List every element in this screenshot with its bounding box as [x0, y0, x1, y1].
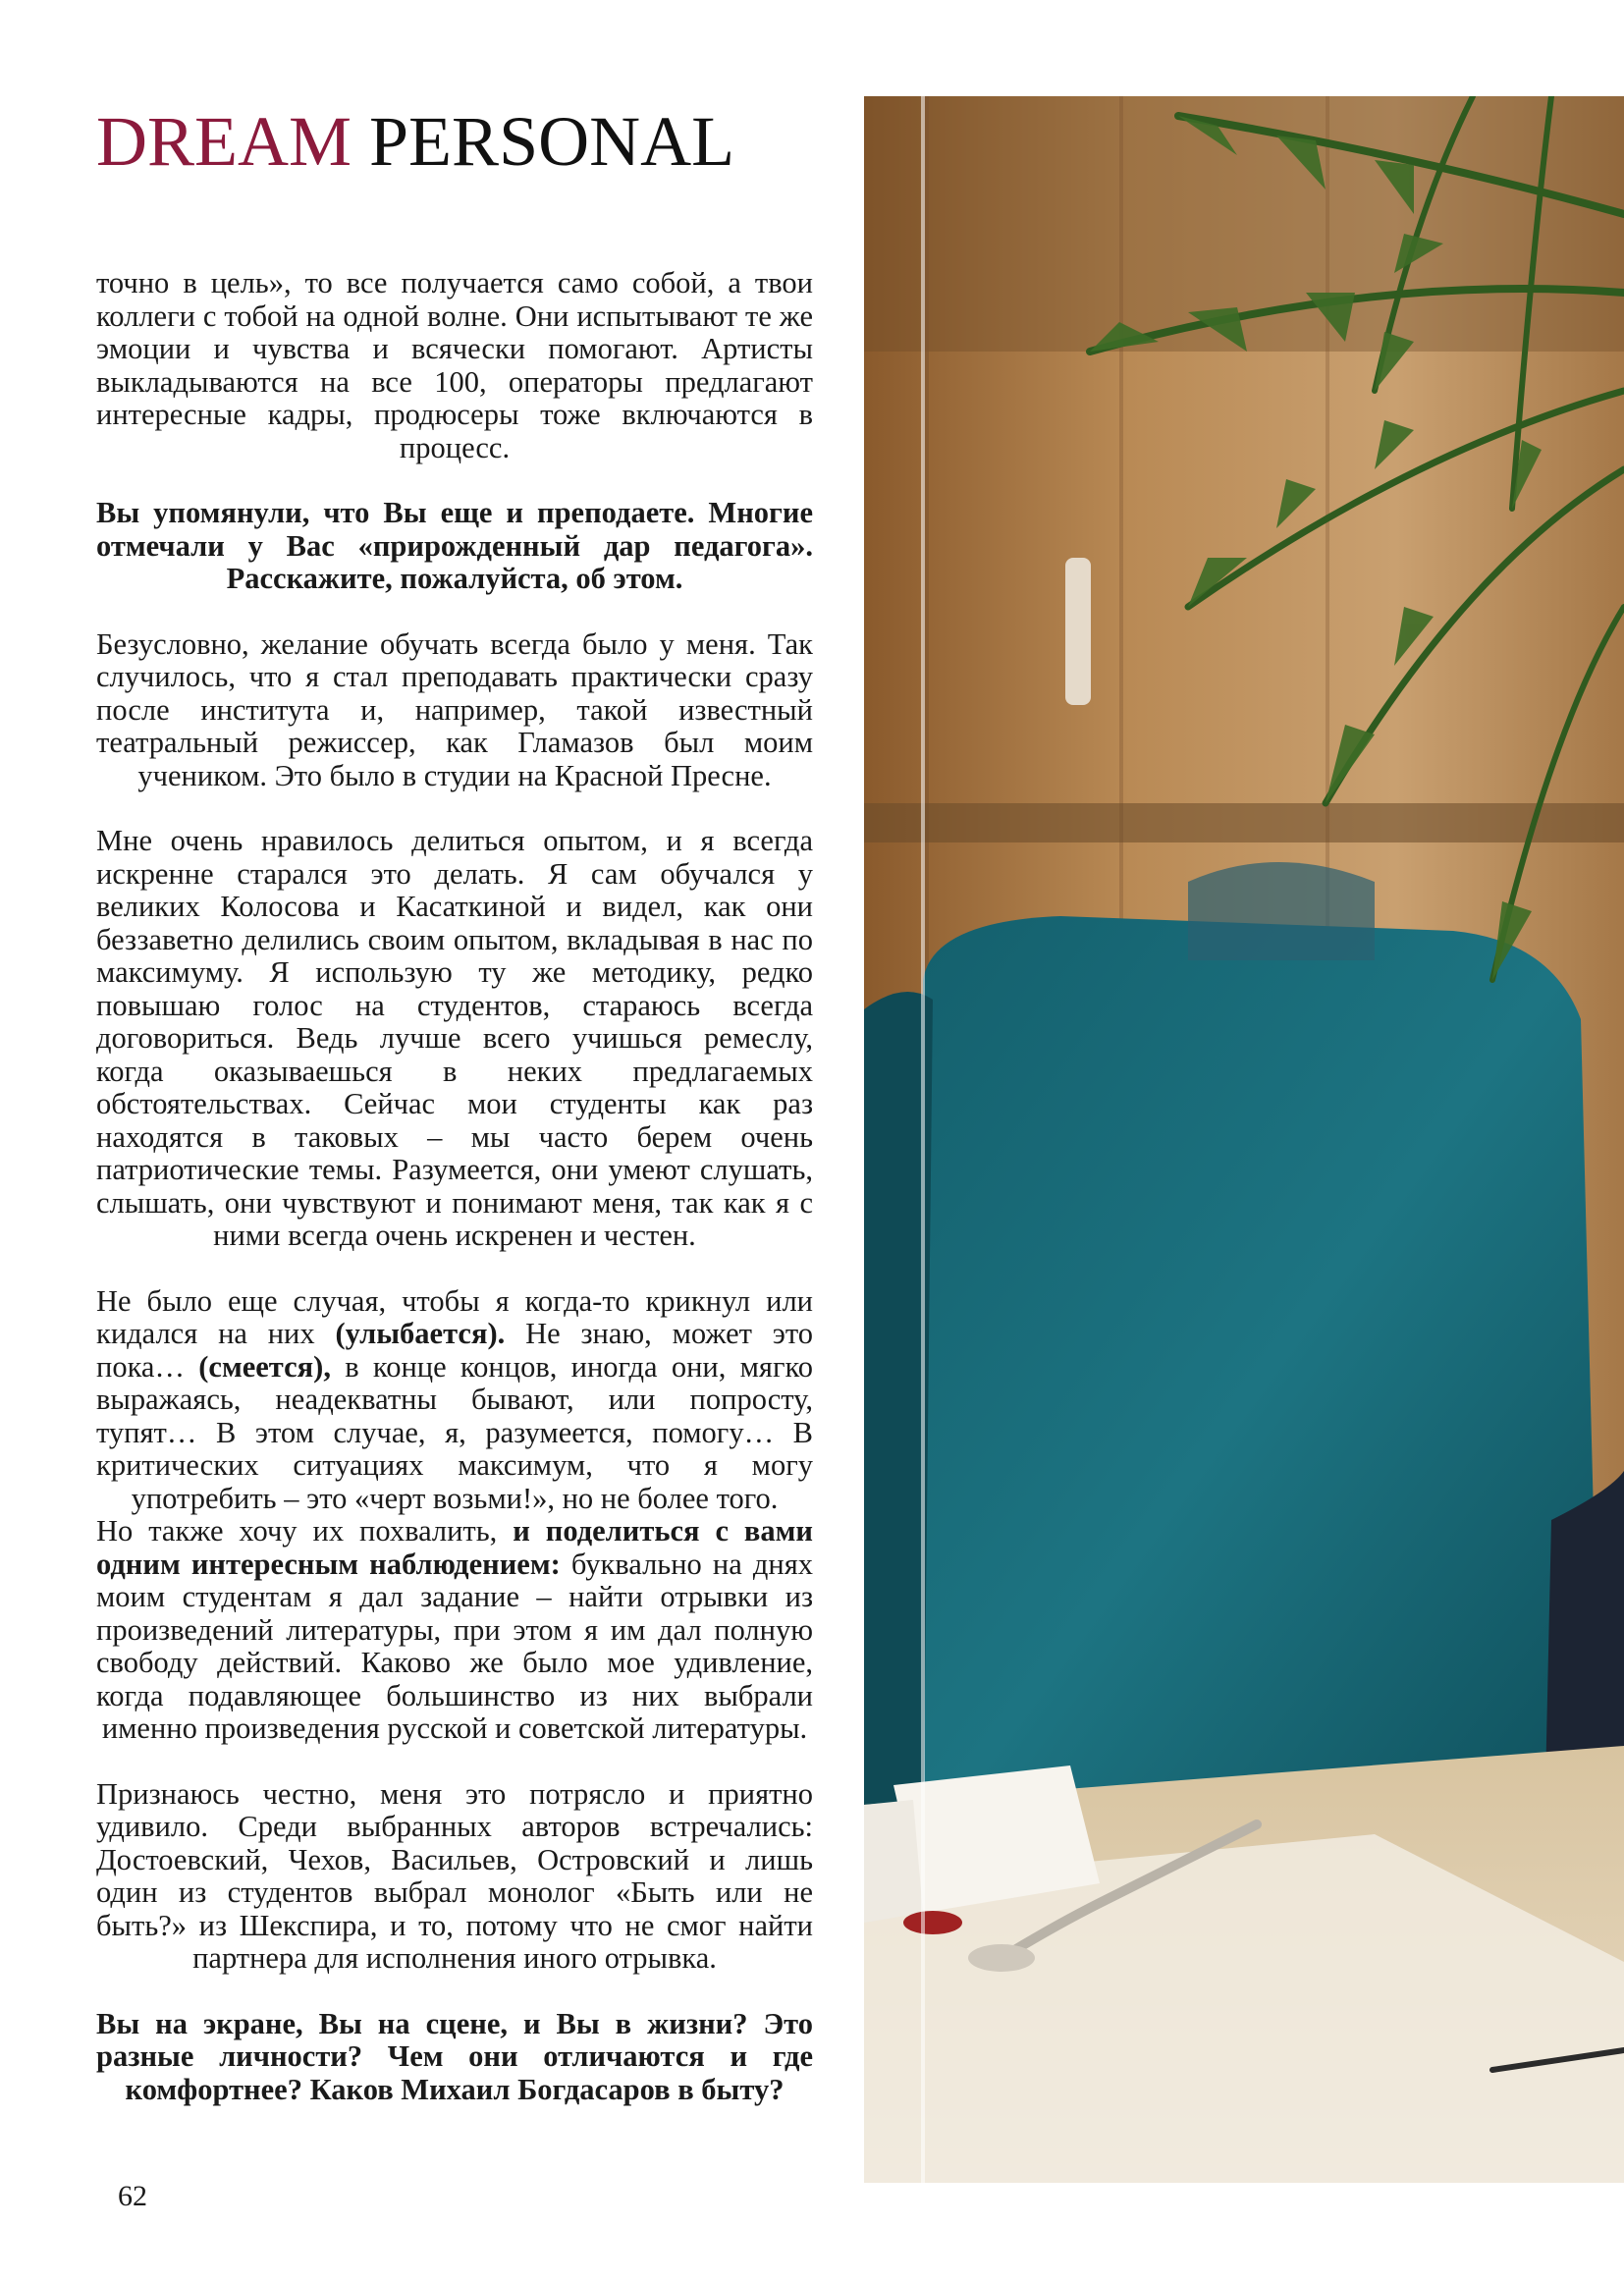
- magazine-masthead: [96, 102, 735, 181]
- interview-photo: [864, 96, 1624, 2183]
- emphasis-text: и поделиться с вами одним интересным наблюдением:: [96, 1514, 813, 1581]
- page-number: 62: [118, 2180, 147, 2212]
- paragraph-text: буквально на днях моим студентам я дал задание – найти отрывки из произведений литературы, при этом я им дал полную свободу действий. Каково же было мое удивление, когда подавляющее большинство из них выбрали именно произведения русской и советской литературы.: [96, 1547, 813, 1745]
- article-paragraph: Безусловно, желание обучать всегда было у меня. Так случилось, что я стал преподавать практически сразу после института и, например, такой известный театральный режиссер, как Гламазов был моим учеником. Это было в студии на Красной Пресне.: [96, 626, 813, 792]
- masthead-brand: DREAM: [96, 102, 352, 181]
- paragraph-text: Не знаю, может это пока…: [96, 1317, 814, 1384]
- restaurant-photo-illustration: [864, 96, 1624, 2183]
- article-column: [96, 267, 813, 2139]
- paragraph-text: в конце концов, иногда они, мягко выражаясь, неадекватны бывают, или попросту, тупят… В этом случае, я, разумеется, помогу… В критических ситуациях максимум, что я могу употребить – это «черт возьми!», но не более того.: [96, 1349, 813, 1515]
- masthead-section: PERSONAL: [369, 102, 735, 181]
- paragraph-text: Но также хочу их похвалить,: [96, 1514, 498, 1548]
- article-paragraph: [96, 1515, 813, 1746]
- stage-remark: (смеется),: [198, 1349, 331, 1384]
- article-paragraph: точно в цель», то все получается само собой, а твои коллеги с тобой на одной волне. Они испытывают те же эмоции и чувства и всячески помогают. Артисты выкладываются на все 100, операторы предлагают интересные кадры, продюсеры тоже включаются в процесс.: [96, 266, 813, 464]
- article-paragraph: [96, 1285, 813, 1516]
- article-paragraph: Признаюсь честно, меня это потрясло и приятно удивило. Среди выбранных авторов встречались: Достоевский, Чехов, Васильев, Островский и лишь один из студентов выбрал монолог «Быть или не быть?» из Шекспира, и то, потому что не смог найти партнера для исполнения иного отрывка.: [96, 1776, 813, 1975]
- interview-question: Вы на экране, Вы на сцене, и Вы в жизни? Это разные личности? Чем они отличаются и где комфортнее? Каков Михаил Богдасаров в быту?: [96, 2006, 813, 2106]
- paragraph-text: Не было еще случая, чтобы я когда-то крикнул или кидался на них: [96, 1283, 813, 1350]
- stage-remark: (улыбается).: [335, 1317, 506, 1350]
- article-paragraph: Мне очень нравилось делиться опытом, и я всегда искренне старался это делать. Я сам обучался у великих Колосова и Касаткиной и видел, как они беззаветно делились своим опытом, вкладывая в нас по максимуму. Я использую ту же методику, редко повышаю голос на студентов, стараюсь всегда договориться. Ведь лучше всего учишься ремеслу, когда оказываешься в неких предлагаемых обстоятельствах. Сейчас мои студенты как раз находятся в таковых – мы часто берем очень патриотические темы. Разумеется, они умеют слушать, слышать, они чувствуют и понимают меня, так как я с ними всегда очень искренен и честен.: [96, 824, 813, 1252]
- interview-question: Вы упомянули, что Вы еще и преподаете. Многие отмечали у Вас «прирожденный дар педагога». Расскажите, пожалуйста, об этом.: [96, 496, 813, 595]
